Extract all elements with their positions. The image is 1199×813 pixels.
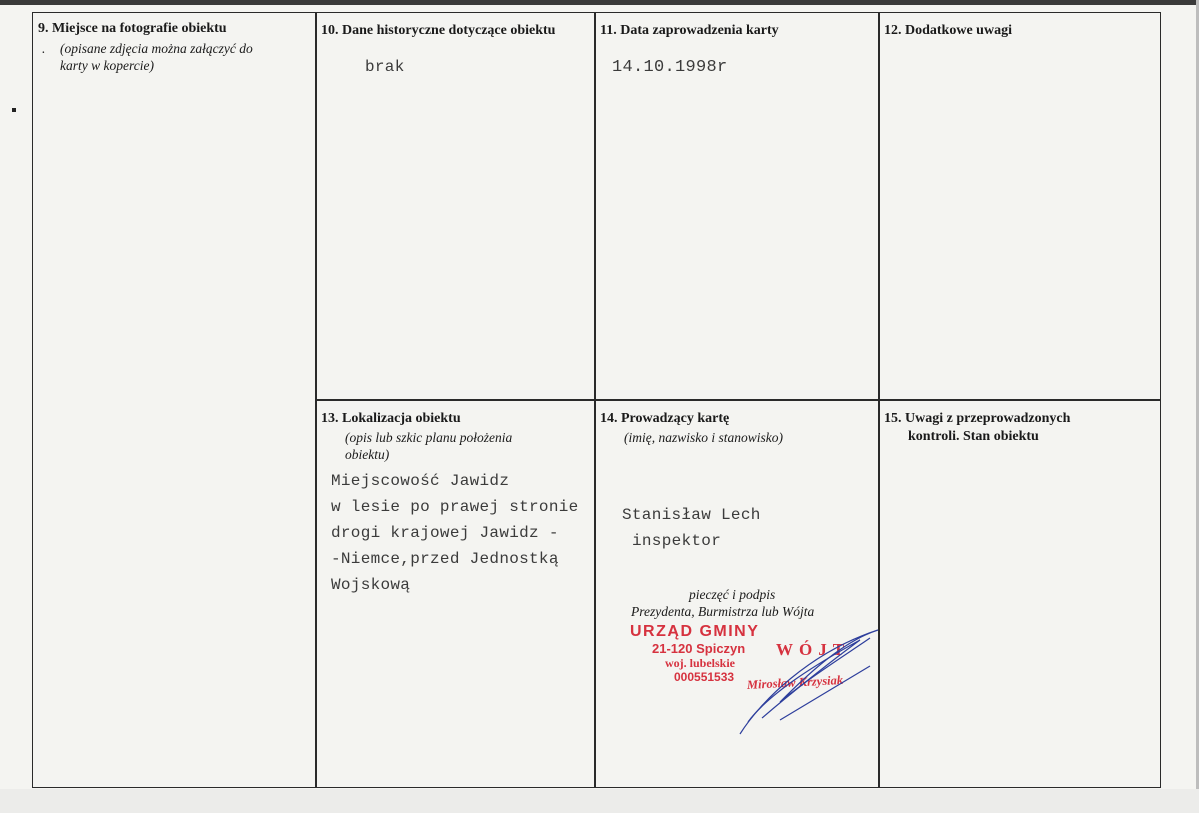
field-10-value: brak: [365, 58, 405, 76]
field-13-heading: 13. Lokalizacja obiektu: [321, 411, 461, 426]
field-13-location-line: Miejscowość Jawidz: [331, 472, 510, 490]
field-14-name: Stanisław Lech: [622, 506, 761, 524]
field-13-location-line: Wojskową: [331, 576, 411, 594]
scan-top-edge: [0, 0, 1199, 5]
field-10-heading: 10. Dane historyczne dotyczące obiektu: [321, 23, 556, 38]
margin-mark: [12, 108, 16, 112]
field-15-heading-line2: kontroli. Stan obiektu: [908, 429, 1039, 444]
field-13-location-line: drogi krajowej Jawidz -: [331, 524, 559, 542]
signature-scribble: [720, 622, 880, 742]
field-15-inspection-cell: [878, 399, 1161, 788]
signature-stroke: [780, 666, 870, 720]
field-9-heading: 9. Miejsce na fotografie obiektu: [38, 21, 227, 36]
field-10-history-cell: [315, 12, 596, 401]
field-11-heading: 11. Data zaprowadzenia karty: [600, 23, 779, 38]
field-14-note: (imię, nazwisko i stanowisko): [624, 430, 783, 445]
field-15-heading-line1: 15. Uwagi z przeprowadzonych: [884, 411, 1071, 426]
field-13-location-line: -Niemce,przed Jednostką: [331, 550, 559, 568]
signature-stroke: [740, 630, 878, 734]
field-12-remarks-cell: [878, 12, 1161, 401]
field-9-photo-cell: [32, 12, 317, 788]
signature-stroke: [748, 640, 860, 722]
stamp-name: Mirosław Krzysiak: [746, 672, 844, 692]
stamp-title: WÓJT: [776, 640, 851, 659]
stamp-regon: 000551533: [674, 670, 735, 684]
field-13-note-line1: (opis lub szkic planu położenia: [345, 430, 513, 445]
field-14-position: inspektor: [632, 532, 722, 550]
stamp-voivodeship: woj. lubelskie: [665, 656, 736, 670]
seal-label-line2: Prezydenta, Burmistrza lub Wójta: [631, 604, 815, 619]
field-9-bullet: .: [42, 41, 46, 56]
stamp-address: 21-120 Spiczyn: [652, 641, 746, 656]
scan-bottom-margin: [0, 789, 1199, 813]
stamp-office-name: URZĄD GMINY: [630, 623, 760, 640]
field-12-heading: 12. Dodatkowe uwagi: [884, 23, 1012, 38]
field-11-value: 14.10.1998r: [612, 58, 728, 77]
field-14-heading: 14. Prowadzący kartę: [600, 411, 730, 426]
field-13-note-line2: obiektu): [345, 447, 390, 462]
field-9-note-line2: karty w kopercie): [60, 58, 154, 73]
field-13-location-line: w lesie po prawej stronie: [331, 498, 579, 516]
seal-label-line1: pieczęć i podpis: [689, 587, 776, 602]
field-9-note-line1: (opisane zdjęcia można załączyć do: [60, 41, 253, 56]
